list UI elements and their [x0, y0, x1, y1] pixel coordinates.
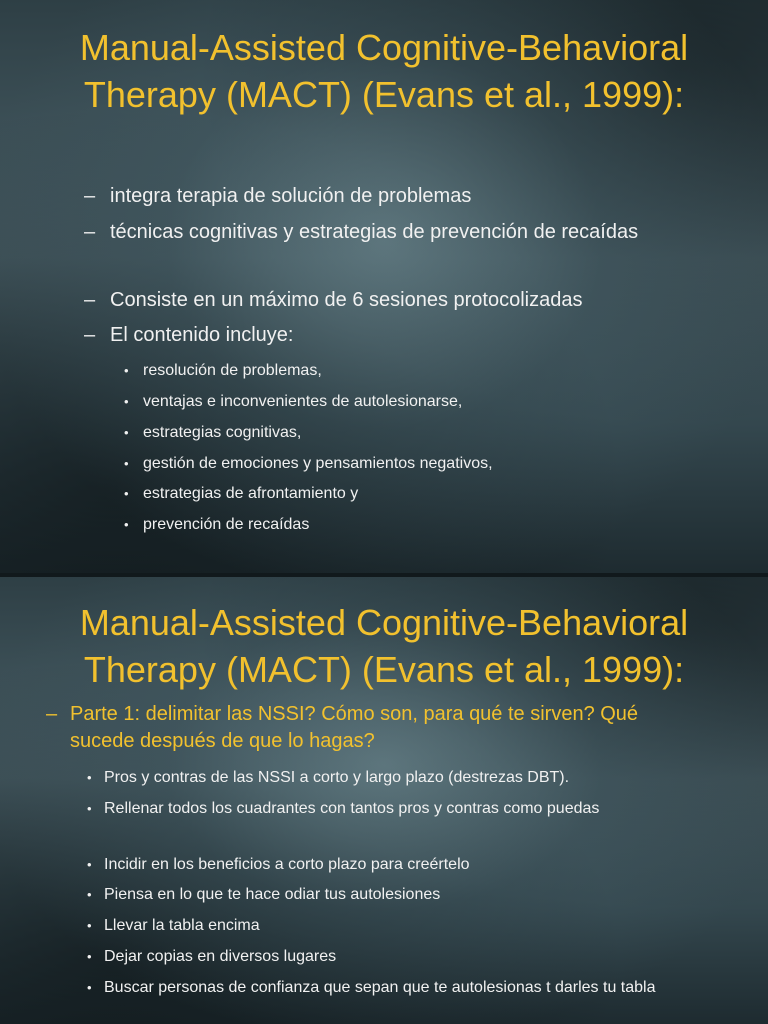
part-heading: [46, 701, 706, 755]
sub-list-item-text: estrategias de afrontamiento y: [143, 485, 359, 502]
sub-list-item: [87, 797, 679, 821]
slide-2: [0, 577, 768, 1024]
bullet-marker: •: [87, 980, 92, 995]
bullet-marker: •: [87, 770, 92, 785]
sub-list-item: [124, 422, 684, 444]
sub-list-item-text: Llevar la tabla encima: [104, 917, 260, 934]
slide-2-title: [20, 599, 748, 693]
sub-list-item-text: resolución de problemas,: [143, 362, 322, 379]
sub-list-item-text: Incidir en los beneficios a corto plazo para creértelo: [104, 856, 470, 873]
sub-list-item-text: Pros y contras de las NSSI a corto y largo plazo (destrezas DBT).: [104, 769, 570, 786]
list-item-text: Consiste en un máximo de 6 sesiones protocolizadas: [110, 289, 583, 311]
bullet-marker: •: [87, 857, 92, 872]
sub-list-item: [124, 360, 684, 382]
slide-1-title-line-1: Manual-Assisted Cognitive-Behavioral: [79, 27, 689, 68]
bullet-marker: •: [124, 394, 129, 409]
bullet-marker: •: [87, 887, 92, 902]
list-item-text: integra terapia de solución de problemas: [110, 185, 472, 207]
part-heading-text: Parte 1: delimitar las NSSI? Cómo son, para qué te sirven? Qué sucede después de que lo hagas?: [70, 703, 639, 752]
sub-list-item-text: Buscar personas de confianza que sepan que te autolesionas t darles tu tabla: [104, 979, 656, 996]
list-item: [84, 217, 684, 248]
list-item-text: técnicas cognitivas y estrategias de prevención de recaídas: [110, 221, 639, 243]
bullet-marker: •: [124, 486, 129, 501]
bullet-marker: •: [124, 425, 129, 440]
bullet-marker: •: [87, 801, 92, 816]
sub-list-item: [87, 945, 679, 969]
sub-list-item: [87, 914, 679, 938]
bullet-marker: •: [124, 363, 129, 378]
sub-list-item: [87, 766, 679, 790]
sub-list-item-text: prevención de recaídas: [143, 516, 310, 533]
bullet-marker: •: [87, 918, 92, 933]
dash-marker: –: [46, 703, 58, 725]
sub-list-item-text: ventajas e inconvenientes de autolesionarse,: [143, 393, 463, 410]
bullet-marker: •: [124, 517, 129, 532]
dash-marker: –: [84, 221, 96, 243]
sub-list-item: [87, 853, 679, 877]
slide-1-title-line-2: Therapy (MACT) (Evans et al., 1999):: [83, 74, 685, 115]
slide-2-title-line-2: Therapy (MACT) (Evans et al., 1999):: [83, 649, 685, 690]
list-item: [84, 320, 684, 351]
list-item: [84, 285, 684, 316]
sub-list-item-text: gestión de emociones y pensamientos negativos,: [143, 455, 493, 472]
sub-list-item: [87, 883, 679, 907]
list-item-text: El contenido incluye:: [110, 324, 294, 346]
bullet-marker: •: [87, 949, 92, 964]
slide-1-title: [20, 24, 748, 118]
bullet-marker: •: [124, 456, 129, 471]
sub-list-item-text: Rellenar todos los cuadrantes con tantos pros y contras como puedas: [104, 800, 600, 817]
sub-list-item: [124, 483, 684, 505]
dash-marker: –: [84, 185, 96, 207]
sub-list-item: [124, 391, 684, 413]
sub-list-item: [87, 976, 679, 1000]
dash-marker: –: [84, 289, 96, 311]
dash-marker: –: [84, 324, 96, 346]
list-item: [84, 181, 684, 212]
sub-list-item-text: estrategias cognitivas,: [143, 424, 302, 441]
sub-list-item: [124, 453, 684, 475]
sub-list-item: [124, 514, 684, 536]
sub-list-item-text: Piensa en lo que te hace odiar tus autolesiones: [104, 886, 441, 903]
slide-2-title-line-1: Manual-Assisted Cognitive-Behavioral: [79, 602, 689, 643]
sub-list-item-text: Dejar copias en diversos lugares: [104, 948, 337, 965]
